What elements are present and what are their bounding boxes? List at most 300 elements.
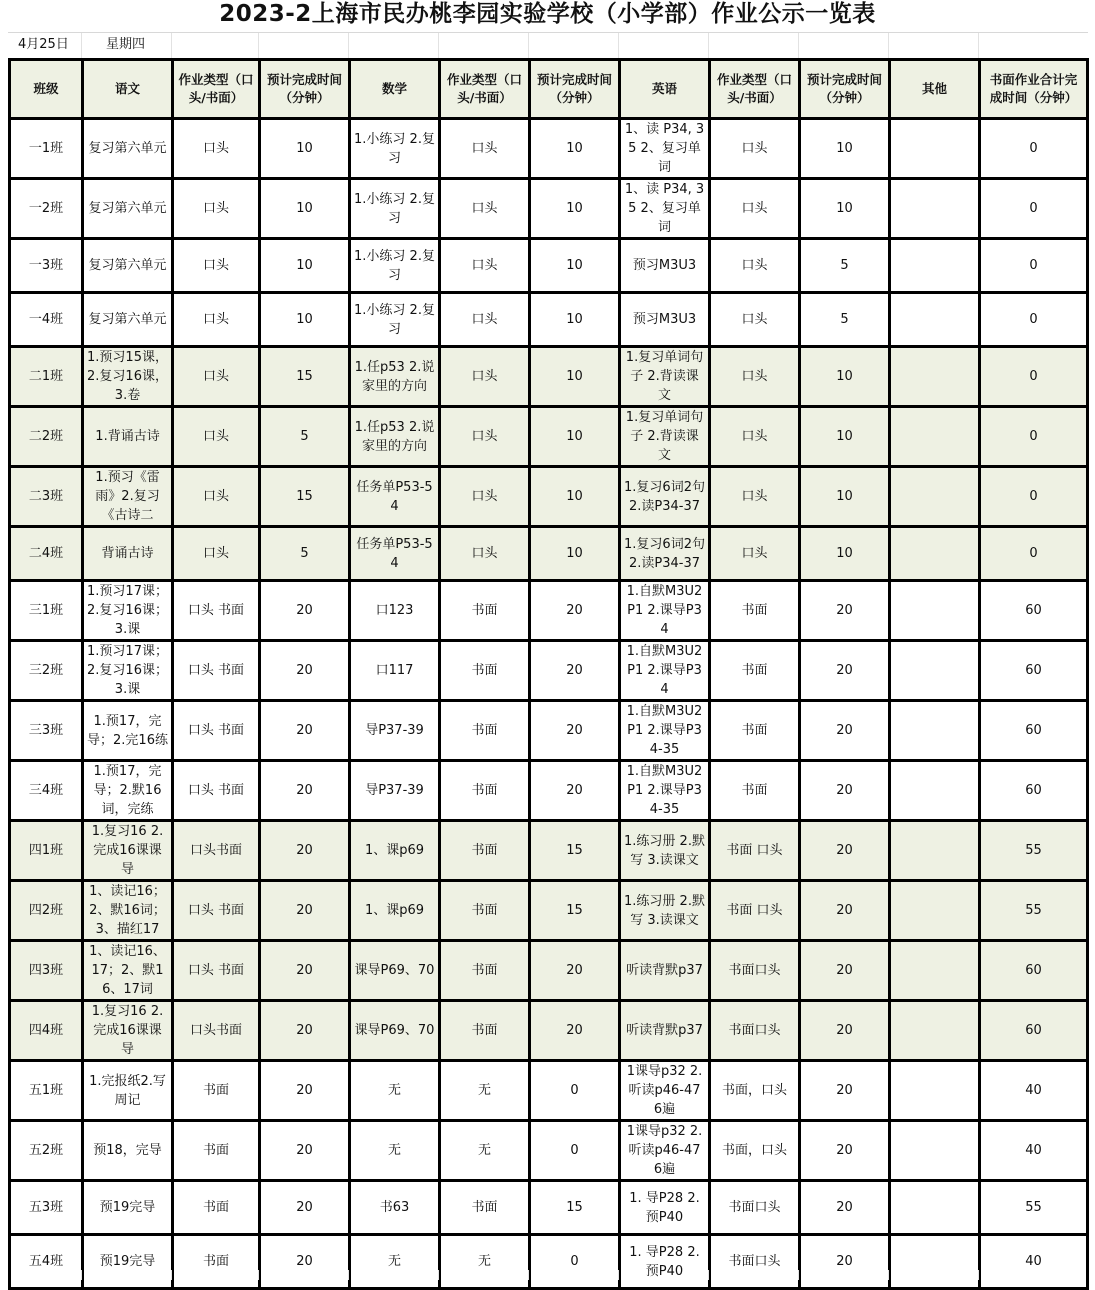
cell-text: 书面 bbox=[471, 1023, 498, 1038]
cell-math-type bbox=[440, 701, 530, 761]
cell-math-type bbox=[440, 119, 530, 179]
table-row bbox=[10, 641, 1088, 701]
cell-chinese-type bbox=[173, 119, 260, 179]
cell-text: 一3班 bbox=[28, 258, 64, 273]
header-written-total: 书面作业合计完成时间（分钟） bbox=[980, 60, 1088, 119]
cell-text: 1、课p69 bbox=[364, 903, 425, 918]
cell-chinese-time bbox=[260, 701, 350, 761]
cell-written-total bbox=[980, 701, 1088, 761]
cell-text: 1课导p32 2.听读p46-47 6遍 bbox=[626, 1124, 703, 1177]
cell-text: 口头 bbox=[202, 201, 229, 216]
cell-text: 55 bbox=[1025, 1200, 1042, 1215]
cell-chinese-type bbox=[173, 239, 260, 293]
cell-text: 20 bbox=[836, 603, 853, 618]
cell-text: 55 bbox=[1025, 903, 1042, 918]
top-grid bbox=[8, 32, 1088, 59]
cell-text: 0 bbox=[570, 1083, 579, 1098]
cell-text: 口头书面 bbox=[189, 1023, 242, 1038]
header-english-time: 预计完成时间（分钟） bbox=[800, 60, 890, 119]
cell-math-type bbox=[440, 239, 530, 293]
cell-english bbox=[620, 581, 710, 641]
cell-text: 1.自默M3U2P1 2.课导P34 bbox=[626, 644, 703, 697]
cell-chinese-type bbox=[173, 941, 260, 1001]
cell-text: 10 bbox=[836, 201, 853, 216]
cell-chinese-time bbox=[260, 1061, 350, 1121]
cell-text: 三2班 bbox=[28, 663, 64, 678]
cell-chinese-type bbox=[173, 407, 260, 467]
cell-math bbox=[350, 821, 440, 881]
header-chinese-type: 作业类型（口头/书面） bbox=[173, 60, 260, 119]
cell-text: 0 bbox=[1029, 201, 1038, 216]
cell-chinese-time bbox=[260, 467, 350, 527]
cell-text: 1课导p32 2.听读p46-47 6遍 bbox=[626, 1064, 703, 1117]
cell-text: 书面 bbox=[202, 1254, 229, 1269]
cell-class bbox=[10, 119, 83, 179]
cell-text: 5 bbox=[300, 429, 309, 444]
cell-chinese bbox=[83, 641, 173, 701]
cell-text: 三4班 bbox=[28, 783, 64, 798]
cell-math-type bbox=[440, 1061, 530, 1121]
cell-text: 导P37-39 bbox=[365, 723, 424, 738]
cell-written-total bbox=[980, 527, 1088, 581]
cell-text: 0 bbox=[1029, 429, 1038, 444]
cell-text: 听读背默p37 bbox=[626, 1023, 703, 1038]
cell-chinese-type bbox=[173, 1001, 260, 1061]
table-row bbox=[10, 821, 1088, 881]
cell-chinese-type bbox=[173, 347, 260, 407]
cell-english bbox=[620, 1001, 710, 1061]
cell-english-type bbox=[710, 821, 800, 881]
cell-math-type bbox=[440, 1181, 530, 1235]
cell-text: 20 bbox=[836, 1254, 853, 1269]
table-row bbox=[10, 1061, 1088, 1121]
cell-class bbox=[10, 239, 83, 293]
cell-text: 1.任p53 2.说家里的方向 bbox=[354, 359, 435, 394]
cell-text: 口头 bbox=[471, 201, 498, 216]
cell-math-time bbox=[530, 581, 620, 641]
cell-math-time bbox=[530, 881, 620, 941]
cell-text: 10 bbox=[836, 546, 853, 561]
cell-math-type bbox=[440, 1001, 530, 1061]
cell-text: 1.预习15课，2.复习16课，3.卷 bbox=[87, 350, 168, 403]
cell-math-type bbox=[440, 761, 530, 821]
cell-written-total bbox=[980, 641, 1088, 701]
cell-text: 0 bbox=[570, 1254, 579, 1269]
cell-text: 1.预习17课；2.复习16课；3.课 bbox=[87, 644, 168, 697]
cell-english bbox=[620, 1121, 710, 1181]
cell-text: 课导P69、70 bbox=[354, 963, 435, 978]
cell-class bbox=[10, 467, 83, 527]
cell-chinese bbox=[83, 347, 173, 407]
cell-chinese bbox=[83, 407, 173, 467]
cell-other bbox=[890, 1181, 980, 1235]
cell-text: 0 bbox=[1029, 369, 1038, 384]
cell-class bbox=[10, 821, 83, 881]
cell-text: 1.小练习 2.复习 bbox=[354, 302, 435, 337]
cell-chinese bbox=[83, 581, 173, 641]
header-math-time: 预计完成时间（分钟） bbox=[530, 60, 620, 119]
cell-text: 20 bbox=[836, 723, 853, 738]
cell-text: 1.预习《雷雨》2.复习《古诗二 bbox=[95, 470, 160, 523]
cell-math bbox=[350, 407, 440, 467]
cell-other bbox=[890, 293, 980, 347]
cell-class bbox=[10, 1121, 83, 1181]
cell-english-time bbox=[800, 1061, 890, 1121]
cell-class bbox=[10, 527, 83, 581]
cell-text: 10 bbox=[836, 369, 853, 384]
cell-text: 1.练习册 2.默写 3.读课文 bbox=[624, 833, 705, 868]
cell-math bbox=[350, 1235, 440, 1289]
cell-text: 书面 bbox=[741, 663, 768, 678]
cell-text: 40 bbox=[1025, 1254, 1042, 1269]
cell-text: 20 bbox=[836, 663, 853, 678]
cell-chinese-type bbox=[173, 1235, 260, 1289]
header-chinese-time: 预计完成时间（分钟） bbox=[260, 60, 350, 119]
cell-text: 60 bbox=[1025, 603, 1042, 618]
cell-text: 口头 bbox=[202, 429, 229, 444]
cell-class bbox=[10, 1181, 83, 1235]
cell-text: 任务单P53-54 bbox=[356, 479, 433, 514]
cell-text: 1.背诵古诗 bbox=[95, 429, 160, 444]
cell-text: 口头 bbox=[741, 369, 768, 384]
cell-other bbox=[890, 701, 980, 761]
cell-chinese-type bbox=[173, 527, 260, 581]
cell-text: 复习第六单元 bbox=[88, 201, 167, 216]
cell-chinese bbox=[83, 179, 173, 239]
cell-math-type bbox=[440, 467, 530, 527]
cell-text: 口117 bbox=[375, 663, 414, 678]
cell-written-total bbox=[980, 941, 1088, 1001]
cell-class bbox=[10, 701, 83, 761]
cell-class bbox=[10, 761, 83, 821]
cell-text: 20 bbox=[836, 843, 853, 858]
cell-text: 10 bbox=[296, 312, 313, 327]
cell-math bbox=[350, 641, 440, 701]
cell-text: 1.练习册 2.默写 3.读课文 bbox=[624, 893, 705, 928]
cell-english-type bbox=[710, 239, 800, 293]
cell-text: 二4班 bbox=[28, 546, 64, 561]
weekday-label: 星期四 bbox=[106, 37, 146, 52]
cell-english bbox=[620, 119, 710, 179]
cell-text: 10 bbox=[296, 141, 313, 156]
cell-text: 口头 bbox=[471, 429, 498, 444]
cell-english-type bbox=[710, 701, 800, 761]
table-row bbox=[10, 407, 1088, 467]
cell-text: 20 bbox=[296, 1083, 313, 1098]
cell-chinese-time bbox=[260, 1181, 350, 1235]
cell-text: 1.复习单词句子 2.背读课文 bbox=[625, 410, 704, 463]
cell-math-time bbox=[530, 527, 620, 581]
cell-english-type bbox=[710, 1235, 800, 1289]
cell-text: 口头 bbox=[741, 312, 768, 327]
cell-text: 一1班 bbox=[28, 141, 64, 156]
header-english-type: 作业类型（口头/书面） bbox=[710, 60, 800, 119]
table-row bbox=[10, 761, 1088, 821]
cell-english bbox=[620, 239, 710, 293]
table-row bbox=[10, 293, 1088, 347]
cell-other bbox=[890, 761, 980, 821]
header-chinese: 语文 bbox=[83, 60, 173, 119]
cell-written-total bbox=[980, 467, 1088, 527]
cell-class bbox=[10, 293, 83, 347]
cell-math bbox=[350, 1181, 440, 1235]
cell-text: 1. 导P28 2.预P40 bbox=[629, 1244, 700, 1279]
cell-text: 复习第六单元 bbox=[88, 141, 167, 156]
cell-english-type bbox=[710, 581, 800, 641]
cell-text: 口头 bbox=[471, 489, 498, 504]
cell-chinese-type bbox=[173, 761, 260, 821]
cell-english-type bbox=[710, 1181, 800, 1235]
cell-text: 五4班 bbox=[28, 1254, 64, 1269]
cell-chinese-type bbox=[173, 641, 260, 701]
header-row bbox=[10, 60, 1088, 119]
cell-english-time bbox=[800, 1235, 890, 1289]
cell-other bbox=[890, 1001, 980, 1061]
cell-english-type bbox=[710, 1121, 800, 1181]
cell-math bbox=[350, 941, 440, 1001]
cell-text: 1.预习17课；2.复习16课；3.课 bbox=[87, 584, 168, 637]
cell-text: 20 bbox=[566, 663, 583, 678]
cell-text: 预习M3U3 bbox=[632, 312, 697, 327]
cell-text: 书面口头 bbox=[728, 1200, 781, 1215]
cell-math-time bbox=[530, 641, 620, 701]
cell-text: 书面 bbox=[471, 1200, 498, 1215]
cell-math-time bbox=[530, 407, 620, 467]
cell-text: 20 bbox=[836, 1143, 853, 1158]
cell-written-total bbox=[980, 347, 1088, 407]
cell-text: 1.自默M3U2P1 2.课导P34 bbox=[626, 584, 703, 637]
cell-text: 5 bbox=[840, 258, 849, 273]
cell-math-time bbox=[530, 701, 620, 761]
cell-text: 无 bbox=[477, 1143, 491, 1158]
cell-english-time bbox=[800, 119, 890, 179]
cell-math bbox=[350, 761, 440, 821]
cell-english bbox=[620, 641, 710, 701]
cell-text: 无 bbox=[477, 1083, 491, 1098]
table-row bbox=[10, 581, 1088, 641]
cell-math-type bbox=[440, 407, 530, 467]
cell-text: 10 bbox=[566, 141, 583, 156]
bottom-grid bbox=[8, 1270, 1088, 1280]
cell-chinese-type bbox=[173, 581, 260, 641]
cell-written-total bbox=[980, 1121, 1088, 1181]
cell-text: 书面口头 bbox=[728, 1254, 781, 1269]
cell-english bbox=[620, 1061, 710, 1121]
cell-english-time bbox=[800, 1181, 890, 1235]
cell-text: 导P37-39 bbox=[365, 783, 424, 798]
cell-text: 书面，口头 bbox=[721, 1143, 787, 1158]
cell-text: 口头 bbox=[471, 369, 498, 384]
cell-english bbox=[620, 407, 710, 467]
cell-math-type bbox=[440, 1121, 530, 1181]
cell-chinese-type bbox=[173, 467, 260, 527]
cell-english bbox=[620, 527, 710, 581]
cell-other bbox=[890, 821, 980, 881]
cell-class bbox=[10, 1001, 83, 1061]
cell-text: 1.复习16 2.完成16课课导 bbox=[91, 1004, 164, 1057]
cell-math-time bbox=[530, 119, 620, 179]
cell-chinese-time bbox=[260, 347, 350, 407]
cell-math bbox=[350, 581, 440, 641]
cell-text: 书面 bbox=[471, 783, 498, 798]
cell-english bbox=[620, 701, 710, 761]
cell-text: 二1班 bbox=[28, 369, 64, 384]
cell-english-type bbox=[710, 1061, 800, 1121]
cell-english-time bbox=[800, 821, 890, 881]
cell-english-time bbox=[800, 347, 890, 407]
cell-text: 书面 bbox=[471, 963, 498, 978]
cell-chinese bbox=[83, 701, 173, 761]
cell-written-total bbox=[980, 761, 1088, 821]
cell-text: 40 bbox=[1025, 1083, 1042, 1098]
cell-text: 10 bbox=[836, 429, 853, 444]
cell-text: 一4班 bbox=[28, 312, 64, 327]
cell-text: 15 bbox=[296, 369, 313, 384]
cell-math bbox=[350, 179, 440, 239]
cell-text: 0 bbox=[1029, 258, 1038, 273]
cell-other bbox=[890, 1061, 980, 1121]
cell-text: 预习M3U3 bbox=[632, 258, 697, 273]
cell-text: 预19完导 bbox=[99, 1200, 156, 1215]
cell-chinese-type bbox=[173, 1121, 260, 1181]
cell-text: 1.复习6词2句 2.读P34-37 bbox=[624, 479, 705, 514]
cell-text: 10 bbox=[566, 546, 583, 561]
cell-text: 20 bbox=[296, 903, 313, 918]
cell-chinese-time bbox=[260, 119, 350, 179]
cell-text: 20 bbox=[836, 963, 853, 978]
cell-math bbox=[350, 239, 440, 293]
cell-text: 10 bbox=[566, 429, 583, 444]
cell-english-time bbox=[800, 527, 890, 581]
cell-chinese-type bbox=[173, 293, 260, 347]
cell-math-time bbox=[530, 1181, 620, 1235]
cell-english-type bbox=[710, 119, 800, 179]
table-row bbox=[10, 239, 1088, 293]
cell-math bbox=[350, 1061, 440, 1121]
cell-text: 10 bbox=[836, 489, 853, 504]
cell-math-time bbox=[530, 179, 620, 239]
cell-english-type bbox=[710, 179, 800, 239]
cell-class bbox=[10, 407, 83, 467]
cell-text: 口头 bbox=[741, 258, 768, 273]
cell-english bbox=[620, 179, 710, 239]
header-math-type: 作业类型（口头/书面） bbox=[440, 60, 530, 119]
cell-class bbox=[10, 641, 83, 701]
cell-text: 20 bbox=[296, 1143, 313, 1158]
cell-written-total bbox=[980, 293, 1088, 347]
cell-text: 书面 bbox=[202, 1143, 229, 1158]
cell-chinese bbox=[83, 821, 173, 881]
cell-text: 1.复习单词句子 2.背读课文 bbox=[625, 350, 704, 403]
cell-written-total bbox=[980, 407, 1088, 467]
cell-math-time bbox=[530, 1061, 620, 1121]
cell-text: 书面 bbox=[471, 843, 498, 858]
cell-chinese-time bbox=[260, 179, 350, 239]
cell-english-type bbox=[710, 941, 800, 1001]
cell-english bbox=[620, 1181, 710, 1235]
table-row bbox=[10, 881, 1088, 941]
cell-written-total bbox=[980, 1001, 1088, 1061]
cell-chinese-time bbox=[260, 881, 350, 941]
cell-text: 任务单P53-54 bbox=[356, 536, 433, 571]
cell-other bbox=[890, 641, 980, 701]
cell-text: 书面 bbox=[471, 723, 498, 738]
cell-chinese-type bbox=[173, 881, 260, 941]
cell-math-time bbox=[530, 347, 620, 407]
table-row bbox=[10, 467, 1088, 527]
cell-class bbox=[10, 347, 83, 407]
cell-text: 书面 bbox=[471, 663, 498, 678]
cell-chinese bbox=[83, 941, 173, 1001]
cell-text: 复习第六单元 bbox=[88, 258, 167, 273]
cell-math bbox=[350, 347, 440, 407]
cell-text: 1.复习16 2.完成16课课导 bbox=[91, 824, 164, 877]
cell-text: 四2班 bbox=[28, 903, 64, 918]
cell-other bbox=[890, 179, 980, 239]
cell-math-time bbox=[530, 467, 620, 527]
cell-text: 1.小练习 2.复习 bbox=[354, 191, 435, 226]
cell-text: 口头 bbox=[471, 258, 498, 273]
cell-math-time bbox=[530, 1235, 620, 1289]
cell-text: 55 bbox=[1025, 843, 1042, 858]
cell-text: 20 bbox=[836, 1023, 853, 1038]
cell-english-type bbox=[710, 407, 800, 467]
cell-text: 1.预17，完导；2.完16练 bbox=[87, 713, 168, 748]
cell-other bbox=[890, 527, 980, 581]
cell-math bbox=[350, 293, 440, 347]
cell-class bbox=[10, 1235, 83, 1289]
cell-text: 四1班 bbox=[28, 843, 64, 858]
cell-english-type bbox=[710, 881, 800, 941]
cell-class bbox=[10, 581, 83, 641]
cell-class bbox=[10, 1061, 83, 1121]
cell-text: 无 bbox=[387, 1143, 401, 1158]
cell-text: 口头 bbox=[202, 258, 229, 273]
cell-text: 60 bbox=[1025, 963, 1042, 978]
cell-english-time bbox=[800, 581, 890, 641]
cell-english-time bbox=[800, 407, 890, 467]
table-row bbox=[10, 1235, 1088, 1289]
cell-text: 口头 bbox=[741, 429, 768, 444]
cell-chinese bbox=[83, 293, 173, 347]
cell-text: 20 bbox=[296, 603, 313, 618]
table-row bbox=[10, 701, 1088, 761]
cell-chinese bbox=[83, 1001, 173, 1061]
cell-text: 口头 书面 bbox=[187, 783, 245, 798]
cell-text: 20 bbox=[296, 723, 313, 738]
cell-math bbox=[350, 881, 440, 941]
cell-chinese-time bbox=[260, 1235, 350, 1289]
cell-text: 1.小练习 2.复习 bbox=[354, 248, 435, 283]
cell-text: 1、读记16；2、默16词；3、描红17 bbox=[89, 884, 166, 937]
cell-text: 无 bbox=[387, 1254, 401, 1269]
cell-text: 60 bbox=[1025, 723, 1042, 738]
cell-text: 口头 bbox=[471, 141, 498, 156]
cell-text: 口头 bbox=[471, 546, 498, 561]
cell-english-type bbox=[710, 527, 800, 581]
table-row bbox=[10, 179, 1088, 239]
cell-english bbox=[620, 761, 710, 821]
cell-text: 口头 bbox=[202, 489, 229, 504]
cell-text: 二3班 bbox=[28, 489, 64, 504]
cell-text: 1.小练习 2.复习 bbox=[354, 131, 435, 166]
cell-text: 20 bbox=[836, 1200, 853, 1215]
cell-text: 书面 bbox=[471, 603, 498, 618]
cell-other bbox=[890, 119, 980, 179]
cell-math bbox=[350, 1001, 440, 1061]
cell-math-type bbox=[440, 881, 530, 941]
cell-text: 0 bbox=[1029, 489, 1038, 504]
